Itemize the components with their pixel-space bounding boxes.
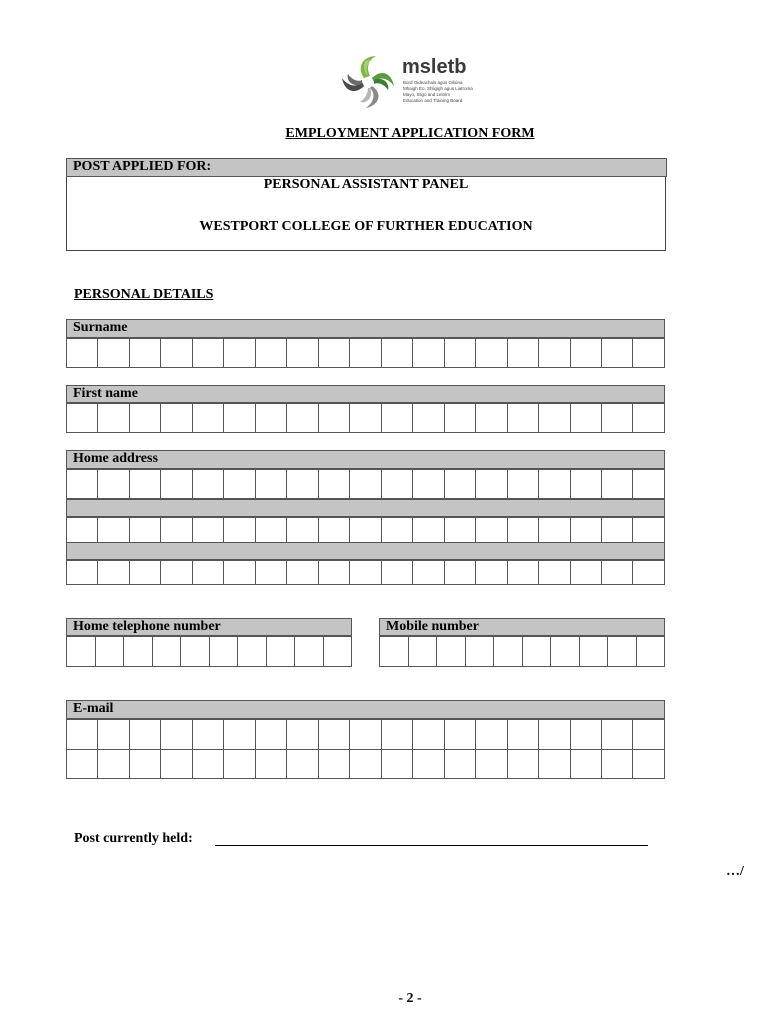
character-box[interactable]: [98, 470, 129, 499]
character-box[interactable]: [381, 339, 412, 368]
character-box[interactable]: [633, 404, 665, 433]
logo-subline-2: Mhaigh Eo, Shligigh agus Liatroma: [403, 86, 473, 91]
first-name-grid[interactable]: [66, 403, 665, 433]
home-telephone-label: Home telephone number: [66, 618, 352, 636]
character-box[interactable]: [633, 561, 665, 585]
character-box[interactable]: [255, 749, 286, 779]
character-box[interactable]: [98, 518, 129, 543]
character-box[interactable]: [476, 404, 507, 433]
character-box[interactable]: [161, 749, 192, 779]
character-box[interactable]: [67, 637, 96, 667]
character-box[interactable]: [350, 404, 381, 433]
post-title: PERSONAL ASSISTANT PANEL: [263, 177, 469, 192]
character-box[interactable]: [161, 404, 192, 433]
character-box[interactable]: [129, 339, 160, 368]
character-box[interactable]: [476, 749, 507, 779]
character-box[interactable]: [152, 637, 181, 667]
character-box[interactable]: [192, 561, 223, 585]
character-box[interactable]: [601, 720, 632, 750]
character-box[interactable]: [413, 720, 444, 750]
character-box[interactable]: [633, 720, 665, 750]
character-box[interactable]: [98, 561, 129, 585]
character-box[interactable]: [266, 637, 295, 667]
character-box[interactable]: [570, 404, 601, 433]
character-box[interactable]: [318, 561, 349, 585]
character-box[interactable]: [287, 470, 318, 499]
post-held-input-line[interactable]: [215, 845, 648, 846]
character-box[interactable]: [408, 637, 437, 667]
character-box[interactable]: [95, 637, 124, 667]
character-box[interactable]: [539, 749, 570, 779]
character-box[interactable]: [476, 561, 507, 585]
surname-label: Surname: [66, 319, 665, 338]
character-box[interactable]: [209, 637, 238, 667]
post-applied-label: POST APPLIED FOR:: [66, 158, 667, 177]
character-box[interactable]: [67, 518, 98, 543]
character-box[interactable]: [413, 404, 444, 433]
character-box[interactable]: [192, 518, 223, 543]
home-address-separator-2: [66, 542, 665, 560]
character-box[interactable]: [601, 561, 632, 585]
character-box[interactable]: [295, 637, 324, 667]
character-box[interactable]: [129, 518, 160, 543]
character-box[interactable]: [161, 518, 192, 543]
character-box[interactable]: [570, 561, 601, 585]
character-box[interactable]: [476, 339, 507, 368]
character-box[interactable]: [570, 339, 601, 368]
character-box[interactable]: [224, 339, 255, 368]
character-box[interactable]: [350, 749, 381, 779]
character-box[interactable]: [444, 749, 475, 779]
page-number: - 2 -: [398, 991, 422, 1006]
character-box[interactable]: [318, 470, 349, 499]
character-box[interactable]: [608, 637, 637, 667]
character-box[interactable]: [318, 749, 349, 779]
character-box[interactable]: [255, 470, 286, 499]
character-box[interactable]: [494, 637, 523, 667]
logo-wordmark: msletb: [402, 56, 467, 78]
character-box[interactable]: [476, 720, 507, 750]
character-box[interactable]: [255, 518, 286, 543]
continuation-mark: …/: [726, 864, 744, 879]
character-box[interactable]: [287, 720, 318, 750]
character-box[interactable]: [444, 720, 475, 750]
character-box[interactable]: [570, 470, 601, 499]
character-box[interactable]: [67, 339, 98, 368]
character-box[interactable]: [539, 561, 570, 585]
character-box[interactable]: [444, 470, 475, 499]
mobile-number-grid[interactable]: [379, 636, 665, 667]
character-box[interactable]: [444, 404, 475, 433]
character-box[interactable]: [255, 339, 286, 368]
character-box[interactable]: [224, 561, 255, 585]
character-box[interactable]: [67, 749, 98, 779]
logo-subline-1: Bord Oideachais agus Oiliúna: [403, 80, 463, 85]
character-box[interactable]: [633, 339, 665, 368]
character-box[interactable]: [287, 518, 318, 543]
character-box[interactable]: [129, 561, 160, 585]
character-box[interactable]: [570, 749, 601, 779]
character-box[interactable]: [287, 404, 318, 433]
character-box[interactable]: [287, 561, 318, 585]
character-box[interactable]: [238, 637, 267, 667]
character-box[interactable]: [633, 518, 665, 543]
character-box[interactable]: [476, 518, 507, 543]
character-box[interactable]: [192, 720, 223, 750]
character-box[interactable]: [381, 518, 412, 543]
character-box[interactable]: [507, 561, 538, 585]
character-box[interactable]: [601, 339, 632, 368]
character-box[interactable]: [381, 470, 412, 499]
character-box[interactable]: [287, 749, 318, 779]
character-box[interactable]: [381, 720, 412, 750]
character-box[interactable]: [539, 404, 570, 433]
character-box[interactable]: [522, 637, 551, 667]
character-box[interactable]: [413, 470, 444, 499]
character-box[interactable]: [98, 339, 129, 368]
post-location: WESTPORT COLLEGE OF FURTHER EDUCATION: [199, 219, 533, 234]
surname-grid[interactable]: [66, 338, 665, 368]
character-box[interactable]: [570, 518, 601, 543]
character-box[interactable]: [287, 339, 318, 368]
home-telephone-grid[interactable]: [66, 636, 352, 667]
character-box[interactable]: [539, 518, 570, 543]
character-box[interactable]: [224, 404, 255, 433]
post-held-label: Post currently held:: [74, 831, 193, 846]
character-box[interactable]: [601, 518, 632, 543]
character-box[interactable]: [181, 637, 210, 667]
character-box[interactable]: [161, 561, 192, 585]
character-box[interactable]: [129, 404, 160, 433]
character-box[interactable]: [129, 749, 160, 779]
character-box[interactable]: [318, 339, 349, 368]
character-box[interactable]: [381, 749, 412, 779]
character-box[interactable]: [67, 470, 98, 499]
character-box[interactable]: [636, 637, 665, 667]
logo-subline-4: Education and Training Board: [403, 98, 463, 103]
home-address-grid-line-2[interactable]: [66, 517, 665, 543]
character-box[interactable]: [539, 720, 570, 750]
character-box[interactable]: [67, 404, 98, 433]
character-box[interactable]: [67, 720, 98, 750]
character-box[interactable]: [224, 720, 255, 750]
logo-subline-3: Mayo, Sligo and Leitrim: [403, 92, 451, 97]
character-box[interactable]: [224, 470, 255, 499]
character-box[interactable]: [67, 561, 98, 585]
character-box[interactable]: [318, 518, 349, 543]
character-box[interactable]: [570, 720, 601, 750]
character-box[interactable]: [350, 339, 381, 368]
email-label: E-mail: [66, 700, 665, 719]
character-box[interactable]: [255, 720, 286, 750]
character-box[interactable]: [601, 749, 632, 779]
character-box[interactable]: [350, 720, 381, 750]
character-box[interactable]: [350, 518, 381, 543]
character-box[interactable]: [192, 339, 223, 368]
character-box[interactable]: [129, 470, 160, 499]
character-box[interactable]: [381, 561, 412, 585]
character-box[interactable]: [507, 518, 538, 543]
first-name-label: First name: [66, 385, 665, 403]
home-address-grid-line-1[interactable]: [66, 469, 665, 499]
character-box[interactable]: [444, 518, 475, 543]
character-box[interactable]: [192, 404, 223, 433]
character-box[interactable]: [161, 470, 192, 499]
character-box[interactable]: [633, 749, 665, 779]
character-box[interactable]: [539, 470, 570, 499]
character-box[interactable]: [98, 404, 129, 433]
character-box[interactable]: [444, 561, 475, 585]
character-box[interactable]: [413, 561, 444, 585]
character-box[interactable]: [413, 749, 444, 779]
character-box[interactable]: [444, 339, 475, 368]
character-box[interactable]: [323, 637, 352, 667]
character-box[interactable]: [192, 749, 223, 779]
character-box[interactable]: [601, 404, 632, 433]
character-box[interactable]: [507, 470, 538, 499]
character-box[interactable]: [255, 404, 286, 433]
home-address-separator-1: [66, 499, 665, 517]
character-box[interactable]: [318, 720, 349, 750]
character-box[interactable]: [350, 470, 381, 499]
character-box[interactable]: [507, 339, 538, 368]
character-box[interactable]: [161, 339, 192, 368]
character-box[interactable]: [476, 470, 507, 499]
character-box[interactable]: [601, 470, 632, 499]
character-box[interactable]: [129, 720, 160, 750]
character-box[interactable]: [161, 720, 192, 750]
character-box[interactable]: [507, 749, 538, 779]
home-address-label: Home address: [66, 450, 665, 469]
character-box[interactable]: [465, 637, 494, 667]
character-box[interactable]: [318, 404, 349, 433]
character-box[interactable]: [255, 561, 286, 585]
character-box[interactable]: [192, 470, 223, 499]
character-box[interactable]: [413, 518, 444, 543]
character-box[interactable]: [539, 339, 570, 368]
character-box[interactable]: [437, 637, 466, 667]
character-box[interactable]: [124, 637, 153, 667]
character-box[interactable]: [633, 470, 665, 499]
home-address-grid-line-3[interactable]: [66, 560, 665, 585]
email-grid[interactable]: [66, 719, 665, 779]
character-box[interactable]: [380, 637, 409, 667]
character-box[interactable]: [350, 561, 381, 585]
character-box[interactable]: [507, 404, 538, 433]
character-box[interactable]: [579, 637, 608, 667]
character-box[interactable]: [381, 404, 412, 433]
section-title-personal-details: PERSONAL DETAILS: [74, 287, 214, 302]
character-box[interactable]: [98, 720, 129, 750]
character-box[interactable]: [507, 720, 538, 750]
mobile-number-label: Mobile number: [379, 618, 665, 636]
form-title: EMPLOYMENT APPLICATION FORM: [285, 126, 535, 141]
character-box[interactable]: [224, 518, 255, 543]
character-box[interactable]: [551, 637, 580, 667]
character-box[interactable]: [98, 749, 129, 779]
character-box[interactable]: [224, 749, 255, 779]
character-box[interactable]: [413, 339, 444, 368]
